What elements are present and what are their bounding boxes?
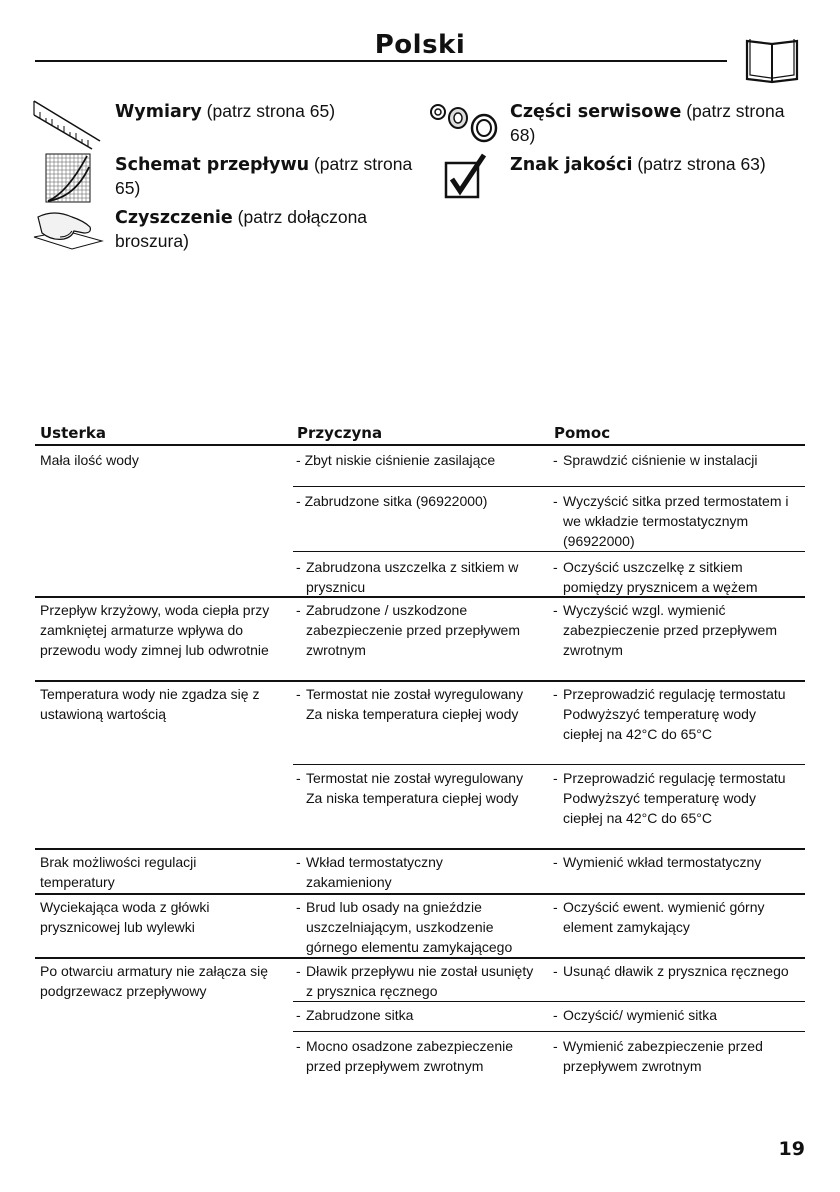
pomoc-cell: - Przeprowadzić regulację termostatu Podwyższyć temperaturę wody ciepłej na 42°C do 65°C (553, 686, 786, 742)
przyczyna-cell: - Wkład termostatyczny zakamieniony (296, 854, 443, 890)
cleaning-hand-icon (32, 207, 104, 253)
przyczyna-cell: - Mocno osadzone zabezpieczenie przed przepływem zwrotnym (296, 1038, 514, 1074)
pomoc-cell: - Usunąć dławik z prysznica ręcznego (553, 963, 789, 979)
usterka-cell: Temperatura wody nie zgadza się z ustawioną wartością (40, 686, 260, 722)
przyczyna-cell: - Dławik przepływu nie został usunięty z prysznica ręcznego (296, 963, 534, 999)
feature-cleaning: Czyszczenie (patrz dołączona broszura) (115, 207, 368, 251)
column-header-przyczyna: Przyczyna (297, 424, 383, 442)
page-number: 19 (778, 1138, 805, 1160)
table-rule (35, 680, 805, 682)
pomoc-cell: - Oczyścić/ wymienić sitka (553, 1007, 718, 1023)
book-icon (744, 37, 800, 85)
przyczyna-cell: - Termostat nie został wyregulowany Za niska temperatura ciepłej wody (296, 686, 524, 722)
pomoc-cell: - Wymienić zabezpieczenie przed przepływem zwrotnym (553, 1038, 763, 1074)
przyczyna-cell: - Zabrudzone / uszkodzone zabezpieczenie przed przepływem zwrotnym (296, 602, 520, 658)
table-rule (293, 1001, 805, 1002)
przyczyna-cell: - Zabrudzona uszczelka z sitkiem w prysznicu (296, 559, 519, 595)
przyczyna-cell: - Termostat nie został wyregulowany Za niska temperatura ciepłej wody (296, 770, 524, 806)
przyczyna-cell: - Zabrudzone sitka (296, 1007, 414, 1023)
feature-service-parts: Części serwisowe (patrz strona 68) (510, 101, 785, 145)
table-rule (293, 486, 805, 487)
usterka-cell: Wyciekająca woda z główki prysznicowej lub wylewki (40, 899, 210, 935)
flow-diagram-icon (45, 153, 91, 203)
page-title: Polski (374, 30, 466, 60)
quality-checkbox-icon (444, 153, 490, 199)
pomoc-cell: - Wyczyścić wzgl. wymienić zabezpieczenie przed przepływem zwrotnym (553, 602, 777, 658)
title-divider (35, 60, 727, 62)
przyczyna-cell: - Brud lub osady na gnieździe uszczelniającym, uszkodzenie górnego elementu zamykającego (296, 899, 513, 955)
usterka-cell: Mała ilość wody (40, 452, 139, 468)
przyczyna-cell: - Zabrudzone sitka (96922000) (296, 493, 488, 509)
column-header-pomoc: Pomoc (554, 424, 611, 442)
feature-dimensions: Wymiary (patrz strona 65) (115, 101, 336, 122)
feature-flow-diagram: Schemat przepływu (patrz strona 65) (115, 154, 413, 198)
table-rule (35, 848, 805, 850)
przyczyna-cell: - Zbyt niskie ciśnienie zasilające (296, 452, 496, 468)
table-rule (35, 957, 805, 959)
column-header-usterka: Usterka (40, 424, 106, 442)
table-rule (293, 1031, 805, 1032)
usterka-cell: Przepływ krzyżowy, woda ciepła przy zamkniętej armaturze wpływa do przewodu wody zimnej lub odwrotnie (40, 602, 270, 658)
pomoc-cell: - Wymienić wkład termostatyczny (553, 854, 762, 870)
table-rule (35, 893, 805, 895)
pomoc-cell: - Sprawdzić ciśnienie w instalacji (553, 452, 758, 468)
pomoc-cell: - Wyczyścić sitka przed termostatem i we wkładzie termostatycznym (96922000) (553, 493, 789, 549)
pomoc-cell: - Oczyścić uszczelkę z sitkiem pomiędzy prysznicem a wężem (553, 559, 758, 595)
table-rule (293, 764, 805, 765)
pomoc-cell: - Oczyścić ewent. wymienić górny element zamykający (553, 899, 765, 935)
usterka-cell: Brak możliwości regulacji temperatury (40, 854, 197, 890)
usterka-cell: Po otwarciu armatury nie załącza się podgrzewacz przepływowy (40, 963, 268, 999)
table-rule (35, 444, 805, 446)
feature-quality-mark: Znak jakości (patrz strona 63) (510, 154, 766, 175)
dimensions-ruler-icon (30, 97, 102, 151)
pomoc-cell: - Przeprowadzić regulację termostatu Podwyższyć temperaturę wody ciepłej na 42°C do 65°C (553, 770, 786, 826)
service-parts-icon (428, 100, 500, 146)
table-rule (293, 551, 805, 552)
